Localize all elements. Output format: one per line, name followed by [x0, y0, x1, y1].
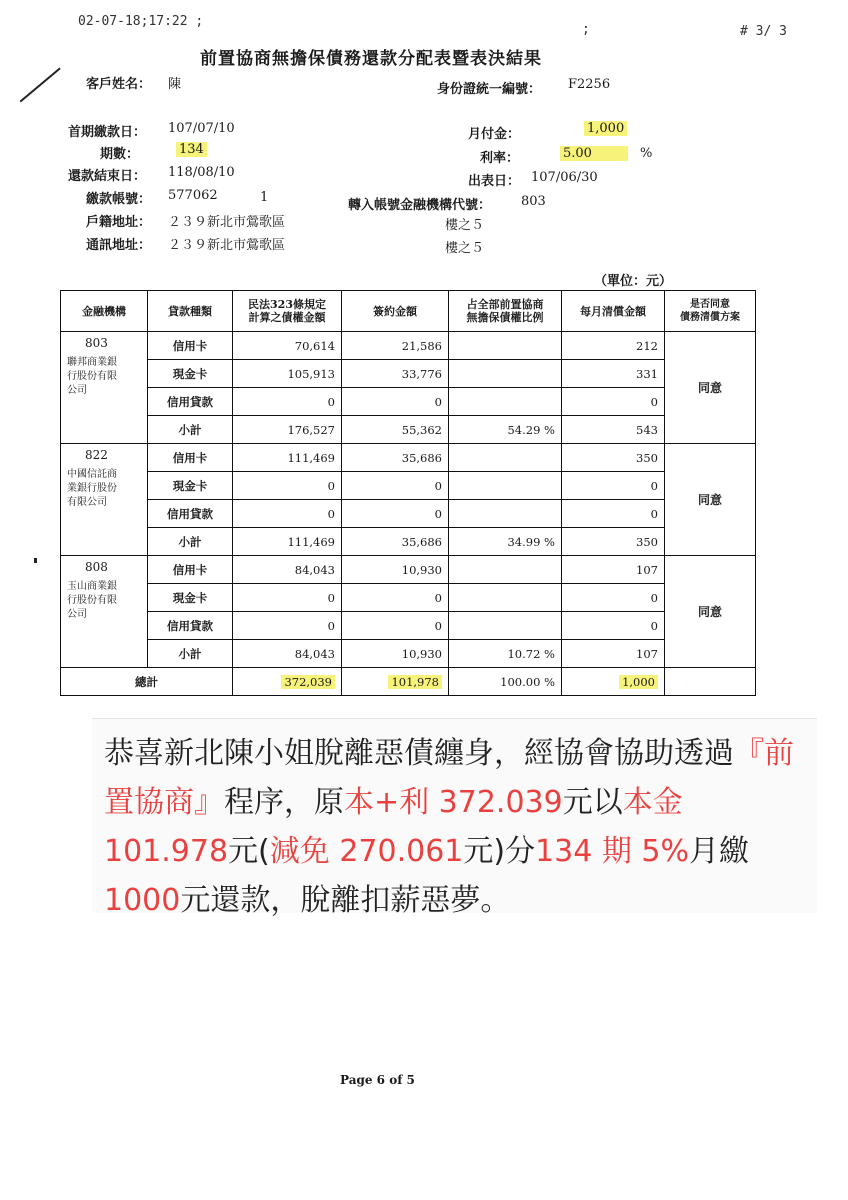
rate-value: 5.00: [560, 146, 628, 161]
loan-type: 小計: [148, 416, 233, 444]
contract-amount: 33,776: [342, 360, 449, 388]
mailing-label: 通訊地址：: [86, 238, 152, 253]
distribution-table: [60, 290, 756, 696]
contract-amount: 0: [342, 584, 449, 612]
rate-label: 利率：: [480, 151, 520, 166]
col-header-contract: 簽約金額: [342, 291, 449, 332]
ratio: [449, 332, 562, 360]
loan-type: 信用貸款: [148, 612, 233, 640]
ratio: 10.72 %: [449, 640, 562, 668]
col-header-institution: 金融機構: [61, 291, 148, 332]
total-monthly-value: 1,000: [619, 675, 658, 689]
ratio: [449, 500, 562, 528]
loan-type: 信用卡: [148, 444, 233, 472]
table-row: [61, 584, 756, 612]
bank-code-value: 822: [85, 448, 108, 462]
bank-name: 聯邦商業銀 行股份有限 公司: [67, 357, 117, 396]
domicile-tail: 樓之５: [445, 218, 485, 233]
monthly-payment: 0: [562, 388, 665, 416]
end-date-label: 還款結束日：: [68, 169, 147, 184]
bank-code-value: 808: [85, 560, 108, 574]
notice-text-6: 月繳: [689, 834, 750, 869]
table-row: [61, 500, 756, 528]
table-header-row: [61, 291, 756, 332]
contract-amount: 21,586: [342, 332, 449, 360]
claim-amount: 111,469: [233, 444, 342, 472]
col-header-claim: 民法323條規定 計算之債權金額: [233, 291, 342, 332]
col-header-agree: 是否同意 債務清償方案: [665, 291, 756, 332]
periods-value: 134: [176, 142, 207, 157]
claim-amount: 0: [233, 500, 342, 528]
col-header-loan-type: 貸款種類: [148, 291, 233, 332]
monthly-payment: 543: [562, 416, 665, 444]
total-contract-value: 101,978: [388, 675, 442, 689]
monthly-payment: 0: [562, 500, 665, 528]
contract-amount: 0: [342, 612, 449, 640]
periods-label: 期數：: [100, 147, 140, 162]
notice-principal: 本金 101.978: [104, 785, 683, 869]
end-date: 118/08/10: [168, 165, 235, 180]
table-row: [61, 528, 756, 556]
monthly-payment: 0: [562, 612, 665, 640]
contract-amount: 10,930: [342, 556, 449, 584]
total-ratio: 100.00 %: [449, 668, 562, 696]
loan-type: 小計: [148, 528, 233, 556]
table-row: [61, 444, 756, 472]
ratio: 54.29 %: [449, 416, 562, 444]
notice-monthly: 1000: [104, 883, 181, 918]
notice-text-4: 元(: [228, 834, 270, 869]
contract-amount: 0: [342, 472, 449, 500]
success-notice: [92, 718, 817, 918]
monthly-payment: 212: [562, 332, 665, 360]
notice-text-7: 元還款，脫離扣薪惡夢。: [180, 883, 511, 918]
agree-status: 同意: [665, 556, 756, 668]
total-label: 總計: [61, 668, 233, 696]
account-label: 繳款帳號：: [86, 192, 152, 207]
agree-status: 同意: [665, 444, 756, 556]
loan-type: 現金卡: [148, 584, 233, 612]
contract-amount: 10,930: [342, 640, 449, 668]
claim-amount: 0: [233, 584, 342, 612]
contract-amount: 0: [342, 500, 449, 528]
id-number: F2256: [568, 77, 611, 92]
claim-amount: 70,614: [233, 332, 342, 360]
monthly-payment: 0: [562, 584, 665, 612]
monthly-payment: 107: [562, 556, 665, 584]
claim-amount: 84,043: [233, 556, 342, 584]
monthly-label: 月付金：: [468, 127, 521, 142]
notice-original-total: 本+利 372.039: [344, 785, 563, 820]
fax-separator: ;: [582, 22, 590, 37]
table-row: [61, 416, 756, 444]
claim-amount: 84,043: [233, 640, 342, 668]
first-payment-label: 首期繳款日：: [68, 125, 147, 140]
account-number: 577062: [168, 188, 218, 203]
notice-reduction: 減免 270.061: [269, 834, 464, 869]
table-row: [61, 472, 756, 500]
monthly-payment: 350: [562, 528, 665, 556]
monthly-payment: 331: [562, 360, 665, 388]
unit-note: （單位：元）: [594, 274, 673, 289]
pen-stroke: [20, 67, 61, 102]
first-payment-date: 107/07/10: [168, 121, 235, 136]
loan-type: 信用卡: [148, 332, 233, 360]
scan-speck: [34, 558, 37, 563]
contract-amount: 35,686: [342, 444, 449, 472]
claim-amount: 111,469: [233, 528, 342, 556]
total-contract: [342, 668, 449, 696]
total-agree-empty: [665, 668, 756, 696]
ratio: [449, 612, 562, 640]
notice-periods-rate: 134 期 5%: [535, 834, 690, 869]
customer-name: 陳: [168, 77, 182, 92]
notice-text-1: 恭喜新北陳小姐脫離惡債纏身，經協會協助透過: [104, 736, 734, 771]
ratio: [449, 444, 562, 472]
table-row: [61, 556, 756, 584]
table-row: [61, 332, 756, 360]
ratio: [449, 360, 562, 388]
fax-page-ref: # 3/ 3: [740, 24, 787, 39]
page-number: Page 6 of 5: [340, 1073, 415, 1087]
table-row: [61, 388, 756, 416]
loan-type: 信用卡: [148, 556, 233, 584]
table-row: [61, 360, 756, 388]
table-row: [61, 612, 756, 640]
bank-code-value: 803: [85, 336, 108, 350]
total-row: [61, 668, 756, 696]
total-claim-value: 372,039: [281, 675, 335, 689]
loan-type: 信用貸款: [148, 388, 233, 416]
bank-cell: [61, 556, 148, 668]
ratio: [449, 472, 562, 500]
bank-code-label: 轉入帳號金融機構代號：: [348, 198, 492, 213]
bank-cell: [61, 332, 148, 444]
contract-amount: 0: [342, 388, 449, 416]
mailing-tail: 樓之５: [445, 241, 485, 256]
customer-name-label: 客戶姓名：: [86, 77, 152, 92]
domicile-address: ２３９新北市鶯歌區: [168, 215, 286, 230]
domicile-label: 戶籍地址：: [86, 215, 152, 230]
monthly-amount: 1,000: [584, 121, 627, 136]
claim-amount: 0: [233, 612, 342, 640]
fax-timestamp: 02-07-18;17:22 ;: [78, 14, 204, 29]
issue-date-label: 出表日：: [468, 174, 521, 189]
col-header-monthly: 每月清償金額: [562, 291, 665, 332]
claim-amount: 0: [233, 388, 342, 416]
loan-type: 小計: [148, 640, 233, 668]
notice-text-5: 元)分: [463, 834, 536, 869]
bank-code: 803: [521, 194, 546, 209]
monthly-payment: 107: [562, 640, 665, 668]
bank-name: 中國信託商 業銀行股份 有限公司: [67, 469, 117, 508]
claim-amount: 176,527: [233, 416, 342, 444]
monthly-payment: 0: [562, 472, 665, 500]
loan-type: 現金卡: [148, 360, 233, 388]
notice-text-2: 程序，原: [224, 785, 344, 820]
document-title: 前置協商無擔保債務還款分配表暨表決結果: [200, 49, 542, 69]
claim-amount: 0: [233, 472, 342, 500]
id-label: 身份證統一編號：: [437, 82, 542, 97]
table-row: [61, 640, 756, 668]
ratio: [449, 556, 562, 584]
loan-type: 信用貸款: [148, 500, 233, 528]
notice-program: 『前置協商』: [104, 736, 794, 820]
loan-type: 現金卡: [148, 472, 233, 500]
claim-amount: 105,913: [233, 360, 342, 388]
mailing-address: ２３９新北市鶯歌區: [168, 238, 286, 253]
rate-unit: %: [640, 146, 653, 161]
total-monthly: [562, 668, 665, 696]
bank-cell: [61, 444, 148, 556]
account-extra: 1: [260, 190, 269, 205]
ratio: 34.99 %: [449, 528, 562, 556]
ratio: [449, 388, 562, 416]
total-claim: [233, 668, 342, 696]
contract-amount: 55,362: [342, 416, 449, 444]
agree-status: 同意: [665, 332, 756, 444]
ratio: [449, 584, 562, 612]
monthly-payment: 350: [562, 444, 665, 472]
contract-amount: 35,686: [342, 528, 449, 556]
col-header-ratio: 占全部前置協商 無擔保債權比例: [449, 291, 562, 332]
notice-text-3: 元以: [562, 785, 623, 820]
issue-date: 107/06/30: [531, 170, 598, 185]
bank-name: 玉山商業銀 行股份有限 公司: [67, 581, 117, 620]
